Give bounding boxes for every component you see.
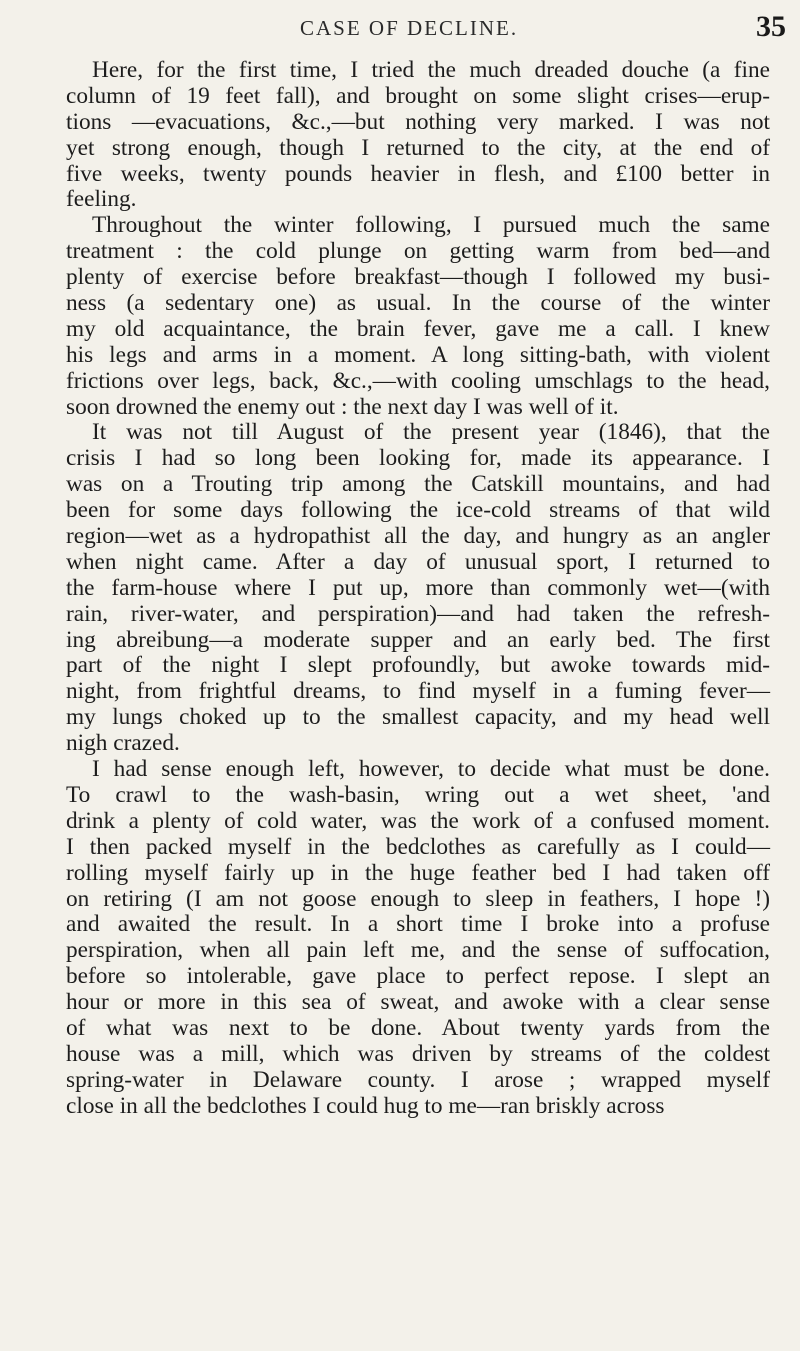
text-line: frictions over legs, back, &c.,—with cooling umschlags to the head, (66, 367, 770, 394)
text-line: plenty of exercise before breakfast—though I followed my busi- (66, 264, 770, 291)
paragraph-2 (66, 213, 770, 420)
text-line: five weeks, twenty pounds heavier in flesh, and £100 better in (66, 160, 770, 187)
text-line: crisis I had so long been looking for, made its appearance. I (66, 445, 770, 472)
text-line: his legs and arms in a moment. A long sitting-bath, with violent (66, 341, 770, 368)
text-line: To crawl to the wash-basin, wring out a wet sheet, 'and (66, 781, 770, 808)
text-line: close in all the bedclothes I could hug to me—ran briskly across (66, 1092, 665, 1119)
text-line: been for some days following the ice-cold streams of that wild (66, 497, 770, 524)
text-line: yet strong enough, though I returned to the city, at the end of (66, 134, 770, 161)
text-line: nigh crazed. (66, 730, 180, 757)
text-line: ing abreibung—a moderate supper and an early bed. The first (66, 626, 770, 653)
text-line: perspiration, when all pain left me, and the sense of suffocation, (66, 937, 770, 964)
text-line: Here, for the first time, I tried the much dreaded douche (a fine (92, 57, 770, 83)
text-line: ness (a sedentary one) as usual. In the course of the winter (66, 290, 770, 317)
text-line: of what was next to be done. About twenty yards from the (66, 1014, 770, 1041)
text-line: when night came. After a day of unusual sport, I returned to (66, 548, 770, 575)
text-line: house was a mill, which was driven by streams of the coldest (66, 1040, 770, 1067)
text-line: rolling myself fairly up in the huge feather bed I had taken off (66, 859, 770, 886)
text-line: column of 19 feet fall), and brought on some slight crises—erup- (66, 82, 770, 109)
text-line: night, from frightful dreams, to find myself in a fuming fever— (66, 678, 770, 705)
text-line: feeling. (66, 186, 137, 213)
text-line: part of the night I slept profoundly, but awoke towards mid- (66, 652, 770, 679)
text-line: spring-water in Delaware county. I arose ; wrapped myself (66, 1066, 770, 1093)
paragraph-4 (66, 757, 770, 1119)
text-line: my old acquaintance, the brain fever, gave me a call. I knew (66, 315, 770, 342)
paragraph-3 (66, 420, 770, 757)
text-line: treatment : the cold plunge on getting warm from bed—and (66, 238, 770, 265)
page-number: 35 (756, 10, 786, 43)
text-line: the farm-house where I put up, more than commonly wet—(with (66, 574, 770, 601)
body-text (66, 58, 770, 1120)
text-line: rain, river-water, and perspiration)—and had taken the refresh- (66, 600, 770, 627)
text-line: region—wet as a hydropathist all the day, and hungry as an angler (66, 523, 770, 550)
text-line: my lungs choked up to the smallest capacity, and my head well (66, 704, 770, 731)
text-line: Throughout the winter following, I pursued much the same (92, 212, 770, 239)
text-line: tions —evacuations, &c.,—but nothing very marked. I was not (66, 108, 770, 135)
text-line: I had sense enough left, however, to decide what must be done. (92, 756, 770, 783)
text-line: hour or more in this sea of sweat, and awoke with a clear sense (66, 989, 770, 1016)
paragraph-1 (66, 58, 770, 213)
text-line: It was not till August of the present year (1846), that the (92, 419, 770, 446)
text-line: soon drowned the enemy out : the next day I was well of it. (66, 393, 619, 420)
text-line: I then packed myself in the bedclothes as carefully as I could— (66, 833, 770, 860)
text-line: was on a Trouting trip among the Catskill mountains, and had (66, 471, 770, 498)
text-line: and awaited the result. In a short time I broke into a profuse (66, 911, 770, 938)
text-line: on retiring (I am not goose enough to sleep in feathers, I hope !) (66, 885, 770, 912)
text-line: before so intolerable, gave place to perfect repose. I slept an (66, 963, 770, 990)
text-line: drink a plenty of cold water, was the work of a confused moment. (66, 807, 770, 834)
page-header (0, 12, 800, 52)
running-head: CASE OF DECLINE. (300, 16, 519, 40)
